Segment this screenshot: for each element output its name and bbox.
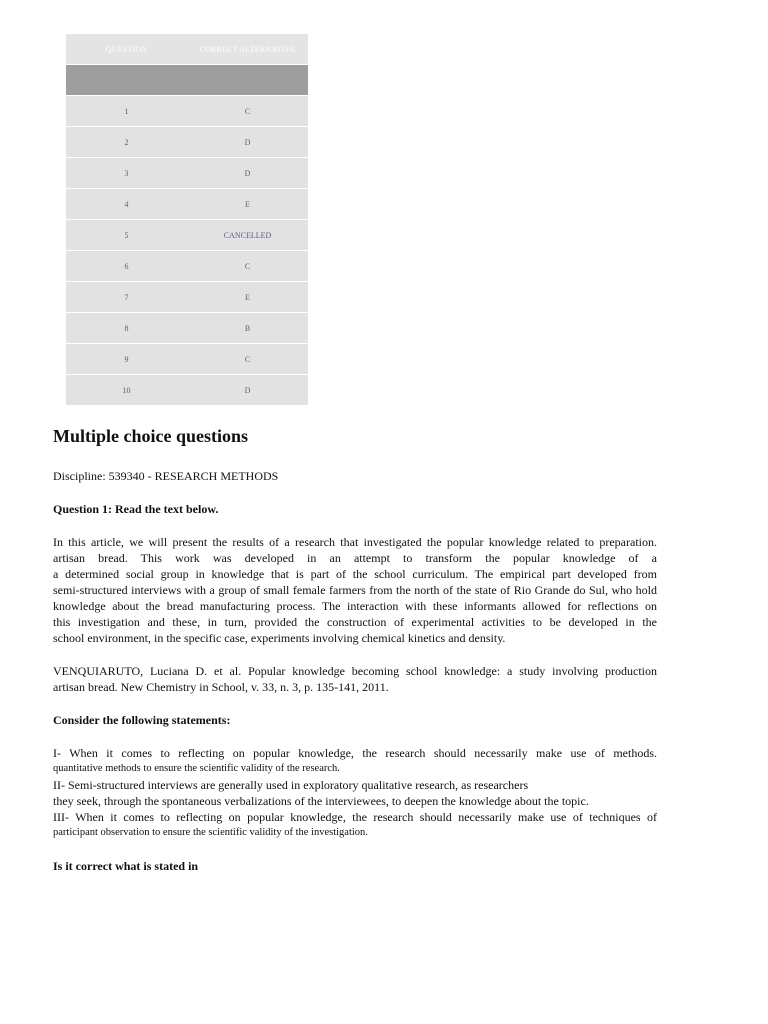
- statement-1: I- When it comes to reflecting on popular knowledge, the research should necessarily make use of methods.: [53, 746, 657, 760]
- table-row: [66, 282, 308, 313]
- passage-line: artisan bread. This work was developed in an attempt to transform the popular knowledge of a: [53, 551, 657, 565]
- correct-alternative: D: [187, 127, 308, 158]
- table-row: [66, 251, 308, 282]
- header-question: QUESTION: [66, 34, 187, 65]
- question-number: 6: [66, 251, 187, 282]
- citation-line: VENQUIARUTO, Luciana D. et al. Popular knowledge becoming school knowledge: a study involving production: [53, 664, 657, 678]
- question-prompt: Is it correct what is stated in: [53, 859, 199, 873]
- statement-1-continuation: quantitative methods to ensure the scientific validity of the research.: [53, 763, 340, 774]
- correct-alternative: E: [187, 282, 308, 313]
- table-row: [66, 158, 308, 189]
- citation-text: [53, 663, 657, 695]
- answer-key-table: [66, 34, 308, 406]
- question-number: 5: [66, 220, 187, 251]
- question-number: 9: [66, 344, 187, 375]
- table-row: [66, 344, 308, 375]
- passage-text: [53, 534, 657, 646]
- table-row: [66, 220, 308, 251]
- table-row: [66, 96, 308, 127]
- page-title: Multiple choice questions: [53, 426, 249, 446]
- question-number: 2: [66, 127, 187, 158]
- question-number: 10: [66, 375, 187, 406]
- statement-2-continuation: they seek, through the spontaneous verbalizations of the interviewees, to deepen the knowledge about the topic.: [53, 794, 589, 808]
- question-number: 1: [66, 96, 187, 127]
- discipline-label: Discipline: 539340 - RESEARCH METHODS: [53, 469, 279, 483]
- table-row: [66, 189, 308, 220]
- question-number: 4: [66, 189, 187, 220]
- statements-list: [53, 745, 657, 841]
- table-row: [66, 313, 308, 344]
- answer-key-header-row: [66, 34, 308, 65]
- passage-line: this investigation and these, in turn, provided the construction of experimental activities to be developed in the: [53, 615, 657, 629]
- passage-line: semi-structured interviews with a group of small female farmers from the north of the state of Rio Grande do Sul, who hold: [53, 583, 657, 597]
- question-number: 7: [66, 282, 187, 313]
- correct-alternative: C: [187, 344, 308, 375]
- correct-alternative: CANCELLED: [187, 220, 308, 251]
- table-row: [66, 127, 308, 158]
- answer-key-spacer-row: [66, 65, 308, 96]
- statement-3-continuation: participant observation to ensure the scientific validity of the investigation.: [53, 827, 368, 838]
- citation-line: artisan bread. New Chemistry in School, v. 33, n. 3, p. 135-141, 2011.: [53, 680, 389, 694]
- question-number: 3: [66, 158, 187, 189]
- correct-alternative: D: [187, 158, 308, 189]
- header-correct-alternative: CORRECT ALTERNATIVE: [187, 34, 308, 65]
- statement-2: II- Semi-structured interviews are generally used in exploratory qualitative research, as researchers: [53, 778, 529, 792]
- passage-line: In this article, we will present the results of a research that investigated the popular knowledge related to preparation.: [53, 535, 657, 549]
- table-row: [66, 375, 308, 406]
- correct-alternative: E: [187, 189, 308, 220]
- correct-alternative: C: [187, 96, 308, 127]
- consider-heading: Consider the following statements:: [53, 713, 231, 727]
- passage-line: school environment, in the specific case, experiments involving chemical kinetics and density.: [53, 631, 506, 645]
- question-heading: Question 1: Read the text below.: [53, 502, 219, 516]
- question-number: 8: [66, 313, 187, 344]
- passage-line: a determined social group in knowledge that is part of the school curriculum. The empirical part developed from: [53, 567, 657, 581]
- passage-line: knowledge about the bread manufacturing process. The interaction with these informants allowed for reflections on: [53, 599, 657, 613]
- correct-alternative: C: [187, 251, 308, 282]
- statement-3: III- When it comes to reflecting on popular knowledge, the research should necessarily make use of techniques of: [53, 810, 657, 824]
- correct-alternative: D: [187, 375, 308, 406]
- document-body: [53, 424, 657, 891]
- correct-alternative: B: [187, 313, 308, 344]
